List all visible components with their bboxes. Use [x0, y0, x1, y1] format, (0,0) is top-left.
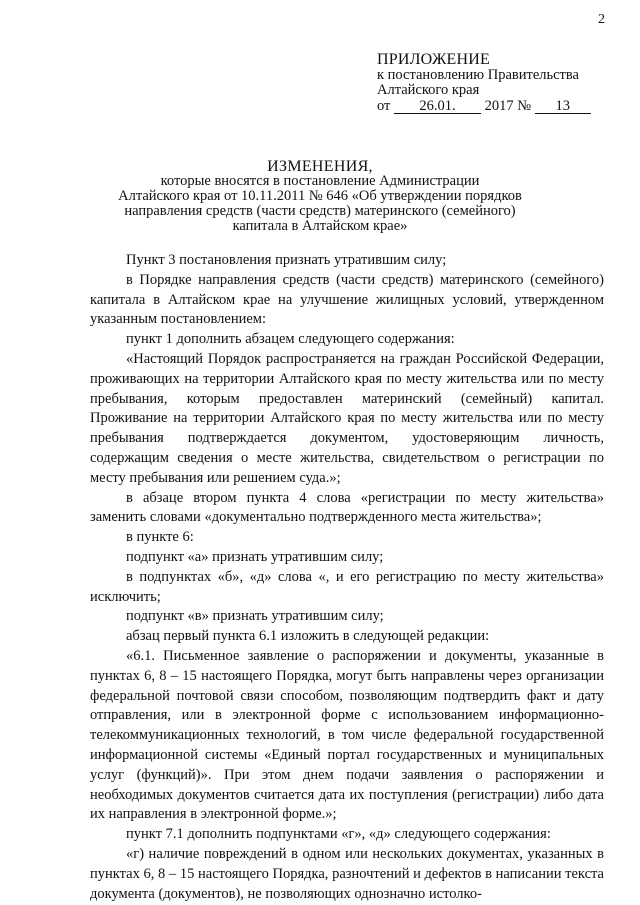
body-paragraph: подпункт «а» признать утратившим силу; [126, 548, 384, 565]
body-paragraph: в подпунктах «б», «д» слова «, и его регистрацию по месту жительства» исключить; [90, 568, 604, 605]
annex-line-1: к постановлению Правительства [377, 66, 579, 83]
body-paragraph: в Порядке направления средств (части средств) материнского (семейного) капитала в Алтайском крае на улучшение жилищных условий, утвержденном указанным постановлением: [90, 271, 604, 328]
document-body [90, 251, 604, 904]
body-paragraph: «г) наличие повреждений в одном или нескольких документах, указанных в пунктах 6, 8 – 15 настоящего Порядка, разночтений и дефектов в написании текста документа (документов), не позволяющих однозначно истолко- [90, 845, 604, 902]
annex-date-value: 26.01. [394, 99, 481, 114]
annex-title: ПРИЛОЖЕНИЕ [377, 51, 491, 68]
body-paragraph: «Настоящий Порядок распространяется на граждан Российской Федерации, проживающих на территории Алтайского края по месту жительства или по месту пребывания, которым предоставлен материнский (семейный) капитал. Проживание на территории Алтайского края по месту жительства или по месту пребывания подтверждается документом, удостоверяющим личность, содержащим сведения о месте жительства, свидетельством о регистрации по месту пребывания или решением суда.»; [90, 350, 604, 486]
heading-subtitle-line: направления средств (части средств) материнского (семейного) [124, 203, 516, 219]
document-heading [90, 159, 550, 234]
annex-year: 2017 № [484, 97, 532, 114]
body-paragraph: пункт 1 дополнить абзацем следующего содержания: [126, 331, 455, 348]
annex-number-value: 13 [535, 99, 591, 114]
body-paragraph: в пункте 6: [126, 529, 194, 546]
body-paragraph: в абзаце втором пункта 4 слова «регистрации по месту жительства» заменить словами «документально подтвержденного места жительства»; [90, 489, 604, 526]
heading-subtitle-line: капитала в Алтайском крае» [232, 218, 408, 234]
annex-date-line [377, 99, 627, 115]
annex-line-2: Алтайского края [377, 82, 480, 98]
body-paragraph: абзац первый пункта 6.1 изложить в следующей редакции: [126, 628, 490, 645]
heading-subtitle-line: которые вносятся в постановление Администрации [160, 173, 480, 189]
annex-block [377, 52, 627, 114]
page-number: 2 [598, 12, 605, 27]
body-paragraph: Пункт 3 постановления признать утратившим силу; [126, 252, 447, 268]
heading-title: ИЗМЕНЕНИЯ, [267, 158, 373, 175]
body-paragraph: пункт 7.1 дополнить подпунктами «г», «д» следующего содержания: [126, 826, 551, 843]
heading-subtitle-line: Алтайского края от 10.11.2011 № 646 «Об утверждении порядков [118, 188, 522, 204]
annex-date-prefix: от [377, 97, 391, 114]
body-paragraph: подпункт «в» признать утратившим силу; [126, 608, 384, 625]
body-paragraph: «6.1. Письменное заявление о распоряжении и документы, указанные в пунктах 6, 8 – 15 настоящего Порядка, могут быть направлены через организации федеральной почтовой связи способом, позволяющим подтвердить факт и дату отправления, или в электронной форме с использованием информационно-телекоммуникационных технологий, в том числе федеральной государственной информационной системы «Единый портал государственных и муниципальных услуг (функций)». При этом днем подачи заявления о распоряжении и необходимых документов считается дата их поступления (регистрации) либо дата их направления в электронной форме.»; [90, 647, 604, 823]
